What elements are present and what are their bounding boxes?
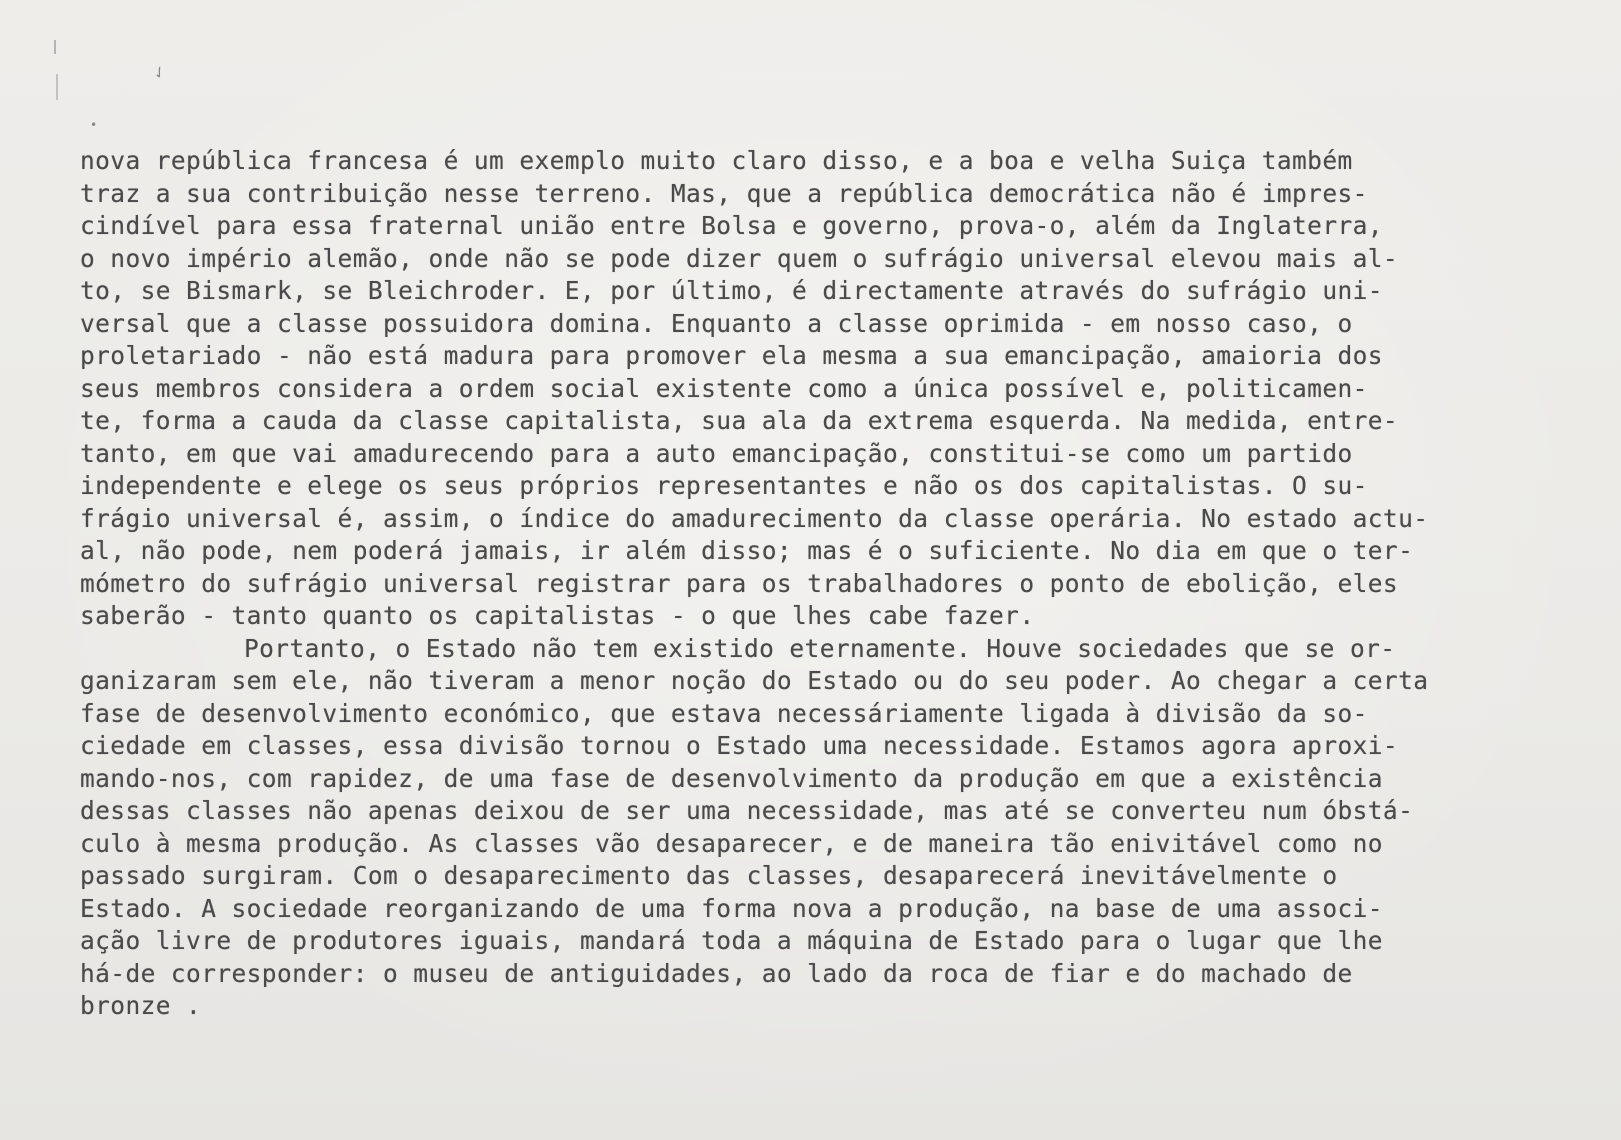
text-line: ação livre de produtores iguais, mandará toda a máquina de Estado para o lugar que lhe <box>80 926 1383 955</box>
text-line: culo à mesma produção. As classes vão desaparecer, e de maneira tão enivitável como no <box>80 828 1383 858</box>
text-line: passado surgiram. Com o desaparecimento das classes, desaparecerá inevitávelmente o <box>80 861 1338 890</box>
text-line: mando-nos, com rapidez, de uma fase de desenvolvimento da produção em que a existência <box>80 763 1383 793</box>
ink-smudge-mark: ✓ <box>148 60 170 85</box>
text-line: seus membros considera a ordem social existente como a única possível e, politicamen- <box>80 373 1368 403</box>
paper-scratch-mark <box>54 40 56 54</box>
text-line: fase de desenvolvimento económico, que estava necessáriamente ligada à divisão da so- <box>80 698 1368 728</box>
text-line: o novo império alemão, onde não se pode dizer quem o sufrágio universal elevou mais al- <box>80 243 1399 273</box>
text-line: to, se Bismark, se Bleichroder. E, por último, é directamente através do sufrágio uni- <box>80 276 1383 305</box>
paper-scratch-mark <box>56 74 58 100</box>
text-line: nova república francesa é um exemplo muito claro disso, e a boa e velha Suiça também <box>80 146 1353 175</box>
text-line: al, não pode, nem poderá jamais, ir além disso; mas é o suficiente. No dia em que o ter- <box>80 536 1414 565</box>
text-line: versal que a classe possuidora domina. Enquanto a classe oprimida - em nosso caso, o <box>80 308 1353 338</box>
text-line: te, forma a cauda da classe capitalista, sua ala da extrema esquerda. Na medida, entre- <box>80 406 1399 435</box>
text-line: há-de corresponder: o museu de antiguidades, ao lado da roca de fiar e do machado de <box>80 958 1353 988</box>
text-line: dessas classes não apenas deixou de ser uma necessidade, mas até se converteu num óbstá- <box>80 796 1414 825</box>
text-line: Estado. A sociedade reorganizando de uma forma nova a produção, na base de uma associ- <box>80 893 1383 923</box>
text-line: mómetro do sufrágio universal registrar para os trabalhadores o ponto de ebolição, eles <box>80 568 1399 598</box>
text-line: traz a sua contribuição nesse terreno. Mas, que a república democrática não é impres- <box>80 178 1368 208</box>
ink-dot-mark: • <box>90 118 98 132</box>
text-line: ciedade em classes, essa divisão tornou o Estado uma necessidade. Estamos agora aproxi- <box>80 731 1399 760</box>
text-line: tanto, em que vai amadurecendo para a auto emancipação, constitui-se como um partido <box>80 438 1353 468</box>
text-line: bronze . <box>80 991 202 1020</box>
text-line: ganizaram sem ele, não tiveram a menor noção do Estado ou do seu poder. Ao chegar a certa <box>80 666 1429 695</box>
text-line: cindível para essa fraternal união entre Bolsa e governo, prova-o, além da Inglaterra, <box>80 211 1383 240</box>
paragraph-start-line: Portanto, o Estado não tem existido eternamente. Houve sociedades que se or- <box>244 633 1396 663</box>
text-line: frágio universal é, assim, o índice do amadurecimento da classe operária. No estado actu- <box>80 503 1429 533</box>
text-line: proletariado - não está madura para promover ela mesma a sua emancipação, amaioria dos <box>80 341 1383 370</box>
typewritten-text-block <box>80 145 1540 1023</box>
text-line: independente e elege os seus próprios representantes e não os dos capitalistas. O su- <box>80 471 1368 500</box>
text-line: saberão - tanto quanto os capitalistas - o que lhes cabe fazer. <box>80 601 1035 630</box>
